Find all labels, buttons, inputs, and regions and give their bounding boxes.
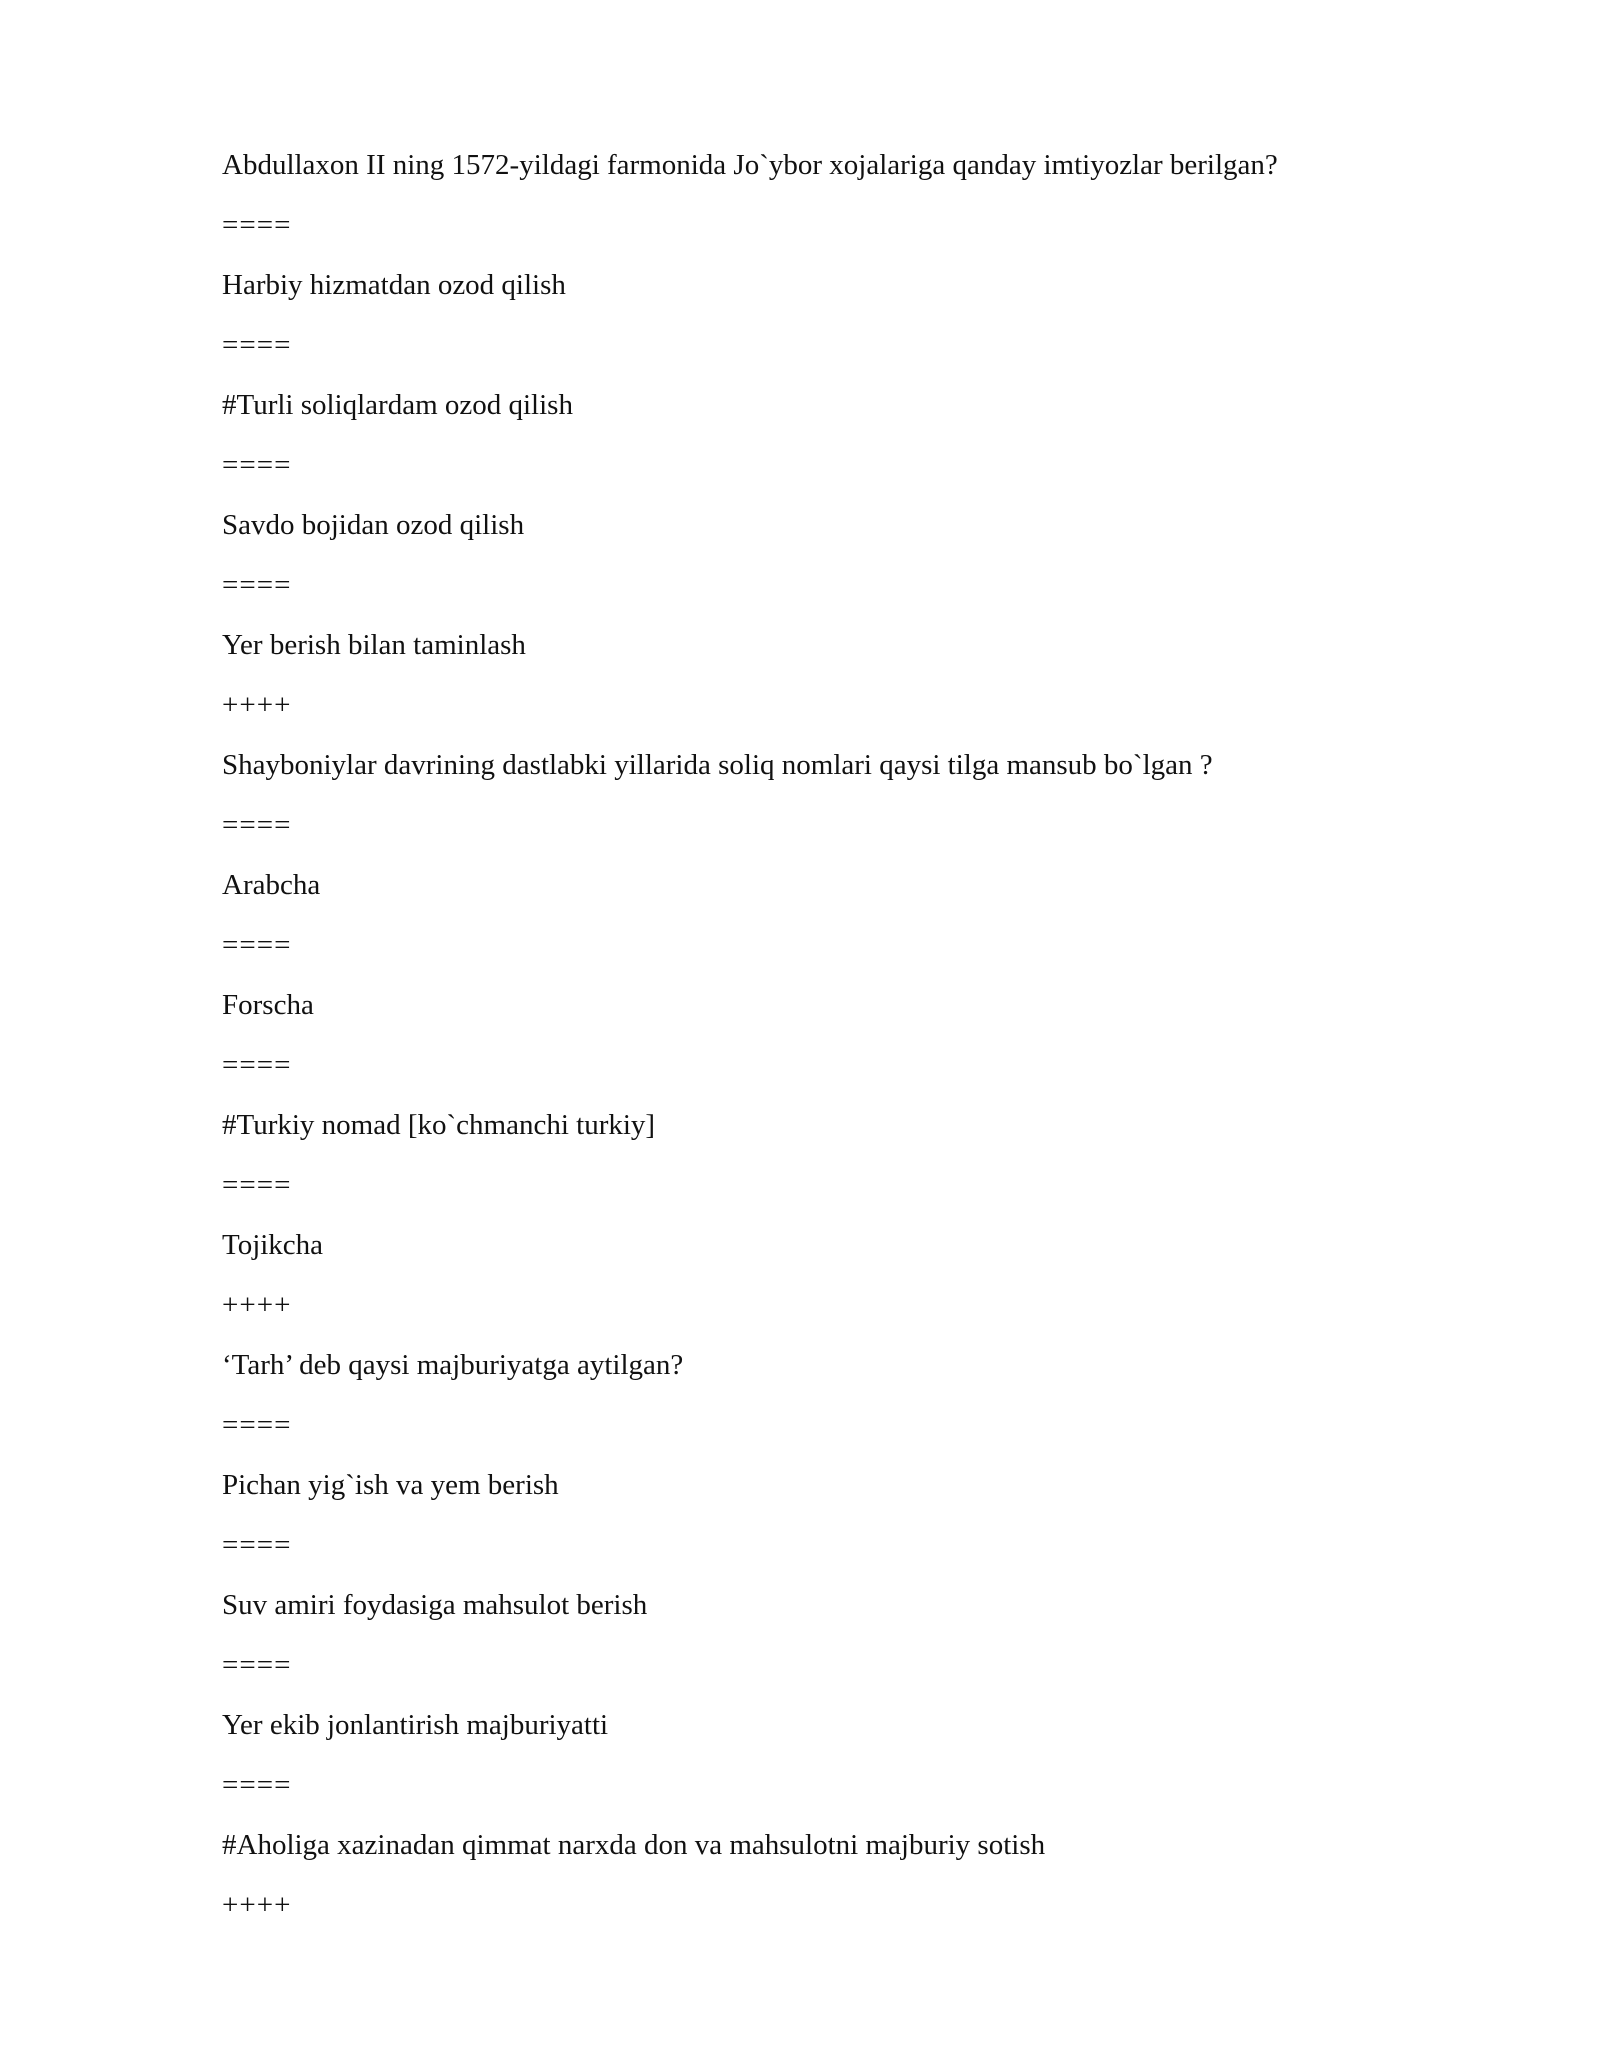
question-3-option-1: Pichan yig`ish va yem berish <box>222 1469 559 1501</box>
question-separator: ++++ <box>222 1289 292 1321</box>
option-separator: ==== <box>222 569 292 601</box>
question-1-option-3: Savdo bojidan ozod qilish <box>222 509 525 541</box>
question-3-option-2: Suv amiri foydasiga mahsulot berish <box>222 1589 648 1621</box>
question-2-option-1: Arabcha <box>222 869 321 901</box>
question-3-option-3: Yer ekib jonlantirish majburiyatti <box>222 1709 609 1741</box>
option-separator: ==== <box>222 1049 292 1081</box>
option-separator: ==== <box>222 809 292 841</box>
option-separator: ==== <box>222 1409 292 1441</box>
question-2-text: Shayboniylar davrining dastlabki yillarida soliq nomlari qaysi tilga mansub bo`lgan ? <box>222 749 1213 781</box>
question-1-option-2-correct: #Turli soliqlardam ozod qilish <box>222 389 573 421</box>
question-3-option-4-correct: #Aholiga xazinadan qimmat narxda don va mahsulotni majburiy sotish <box>222 1829 1046 1861</box>
question-2-option-2: Forscha <box>222 989 314 1021</box>
option-separator: ==== <box>222 1529 292 1561</box>
option-separator: ==== <box>222 929 292 961</box>
option-separator: ==== <box>222 1169 292 1201</box>
question-1-text: Abdullaxon II ning 1572-yildagi farmonida Jo`ybor xojalariga qanday imtiyozlar berilgan? <box>222 149 1278 181</box>
question-separator: ++++ <box>222 689 292 721</box>
question-2-option-3-correct: #Turkiy nomad [ko`chmanchi turkiy] <box>222 1109 656 1141</box>
question-1-option-1: Harbiy hizmatdan ozod qilish <box>222 269 566 301</box>
option-separator: ==== <box>222 1769 292 1801</box>
option-separator: ==== <box>222 329 292 361</box>
question-2-option-4: Tojikcha <box>222 1229 324 1261</box>
question-3-text: ‘Tarh’ deb qaysi majburiyatga aytilgan? <box>222 1349 684 1381</box>
option-separator: ==== <box>222 449 292 481</box>
question-separator: ++++ <box>222 1889 292 1921</box>
question-1-option-4: Yer berish bilan taminlash <box>222 629 526 661</box>
option-separator: ==== <box>222 1649 292 1681</box>
option-separator: ==== <box>222 209 292 241</box>
